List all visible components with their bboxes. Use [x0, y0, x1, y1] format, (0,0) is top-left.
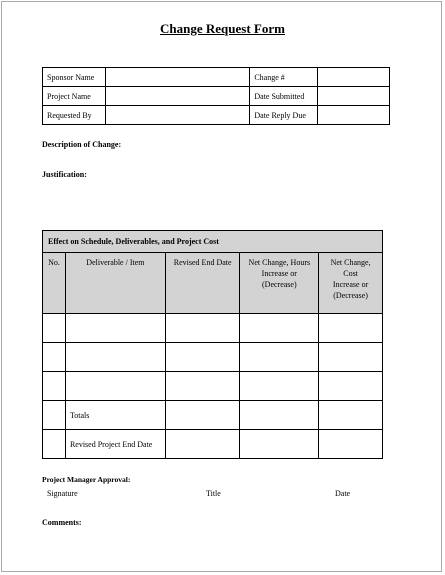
date-label: Date [335, 489, 351, 498]
revised-project-row [43, 430, 383, 459]
cell[interactable] [319, 372, 383, 401]
requested-by-field[interactable] [105, 106, 249, 125]
cell[interactable] [165, 430, 240, 459]
effect-table [42, 230, 383, 459]
hours-header-line: Net Change, Hours [248, 258, 311, 267]
cell[interactable] [240, 372, 319, 401]
date-submitted-field[interactable] [318, 87, 390, 106]
cost-header-line: Net Change, [330, 258, 371, 267]
cell[interactable] [43, 430, 66, 459]
description-heading: Description of Change: [42, 140, 122, 149]
info-row [43, 68, 390, 87]
totals-label: Totals [65, 401, 165, 430]
sponsor-name-field[interactable] [105, 68, 249, 87]
revised-project-end-date-label: Revised Project End Date [65, 430, 165, 459]
col-hours-header [240, 253, 319, 314]
date-reply-due-field[interactable] [318, 106, 390, 125]
sponsor-name-label: Sponsor Name [43, 68, 106, 87]
col-revised-end-header: Revised End Date [165, 253, 240, 314]
table-row [43, 314, 383, 343]
signature-label: Signature [47, 489, 78, 498]
info-table [42, 67, 390, 125]
table-row [43, 343, 383, 372]
effect-caption: Effect on Schedule, Deliverables, and Project Cost [43, 231, 383, 253]
col-deliverable-header: Deliverable / Item [65, 253, 165, 314]
col-no-header: No. [43, 253, 66, 314]
table-row [43, 372, 383, 401]
cell[interactable] [165, 372, 240, 401]
justification-heading: Justification: [42, 170, 87, 179]
cell[interactable] [319, 343, 383, 372]
cell[interactable] [165, 314, 240, 343]
cell[interactable] [165, 401, 240, 430]
cell[interactable] [43, 401, 66, 430]
cost-header-line: Cost [343, 269, 358, 278]
cell[interactable] [319, 401, 383, 430]
cell[interactable] [240, 401, 319, 430]
comments-heading: Comments: [42, 518, 82, 527]
form-title [0, 21, 445, 37]
change-number-label: Change # [250, 68, 318, 87]
cell[interactable] [319, 314, 383, 343]
info-row [43, 87, 390, 106]
col-cost-header [319, 253, 383, 314]
cost-header-line: Increase or [332, 280, 369, 289]
effect-caption-row [43, 231, 383, 253]
title-label: Title [206, 489, 221, 498]
hours-header-line: (Decrease) [262, 280, 297, 289]
cost-header-line: (Decrease) [333, 291, 368, 300]
cell[interactable] [65, 343, 165, 372]
project-name-field[interactable] [105, 87, 249, 106]
date-submitted-label: Date Submitted [250, 87, 318, 106]
approval-heading: Project Manager Approval: [42, 475, 131, 484]
cell[interactable] [319, 430, 383, 459]
hours-header-line: Increase or [261, 269, 297, 278]
cell[interactable] [43, 372, 66, 401]
form-title-text: Change Request Form [160, 21, 285, 36]
requested-by-label: Requested By [43, 106, 106, 125]
info-row [43, 106, 390, 125]
cell[interactable] [43, 314, 66, 343]
cell[interactable] [65, 372, 165, 401]
totals-row [43, 401, 383, 430]
cell[interactable] [240, 314, 319, 343]
effect-header-row [43, 253, 383, 314]
cell[interactable] [240, 343, 319, 372]
cell[interactable] [43, 343, 66, 372]
cell[interactable] [65, 314, 165, 343]
cell[interactable] [165, 343, 240, 372]
project-name-label: Project Name [43, 87, 106, 106]
change-number-field[interactable] [318, 68, 390, 87]
date-reply-due-label: Date Reply Due [250, 106, 318, 125]
cell[interactable] [240, 430, 319, 459]
